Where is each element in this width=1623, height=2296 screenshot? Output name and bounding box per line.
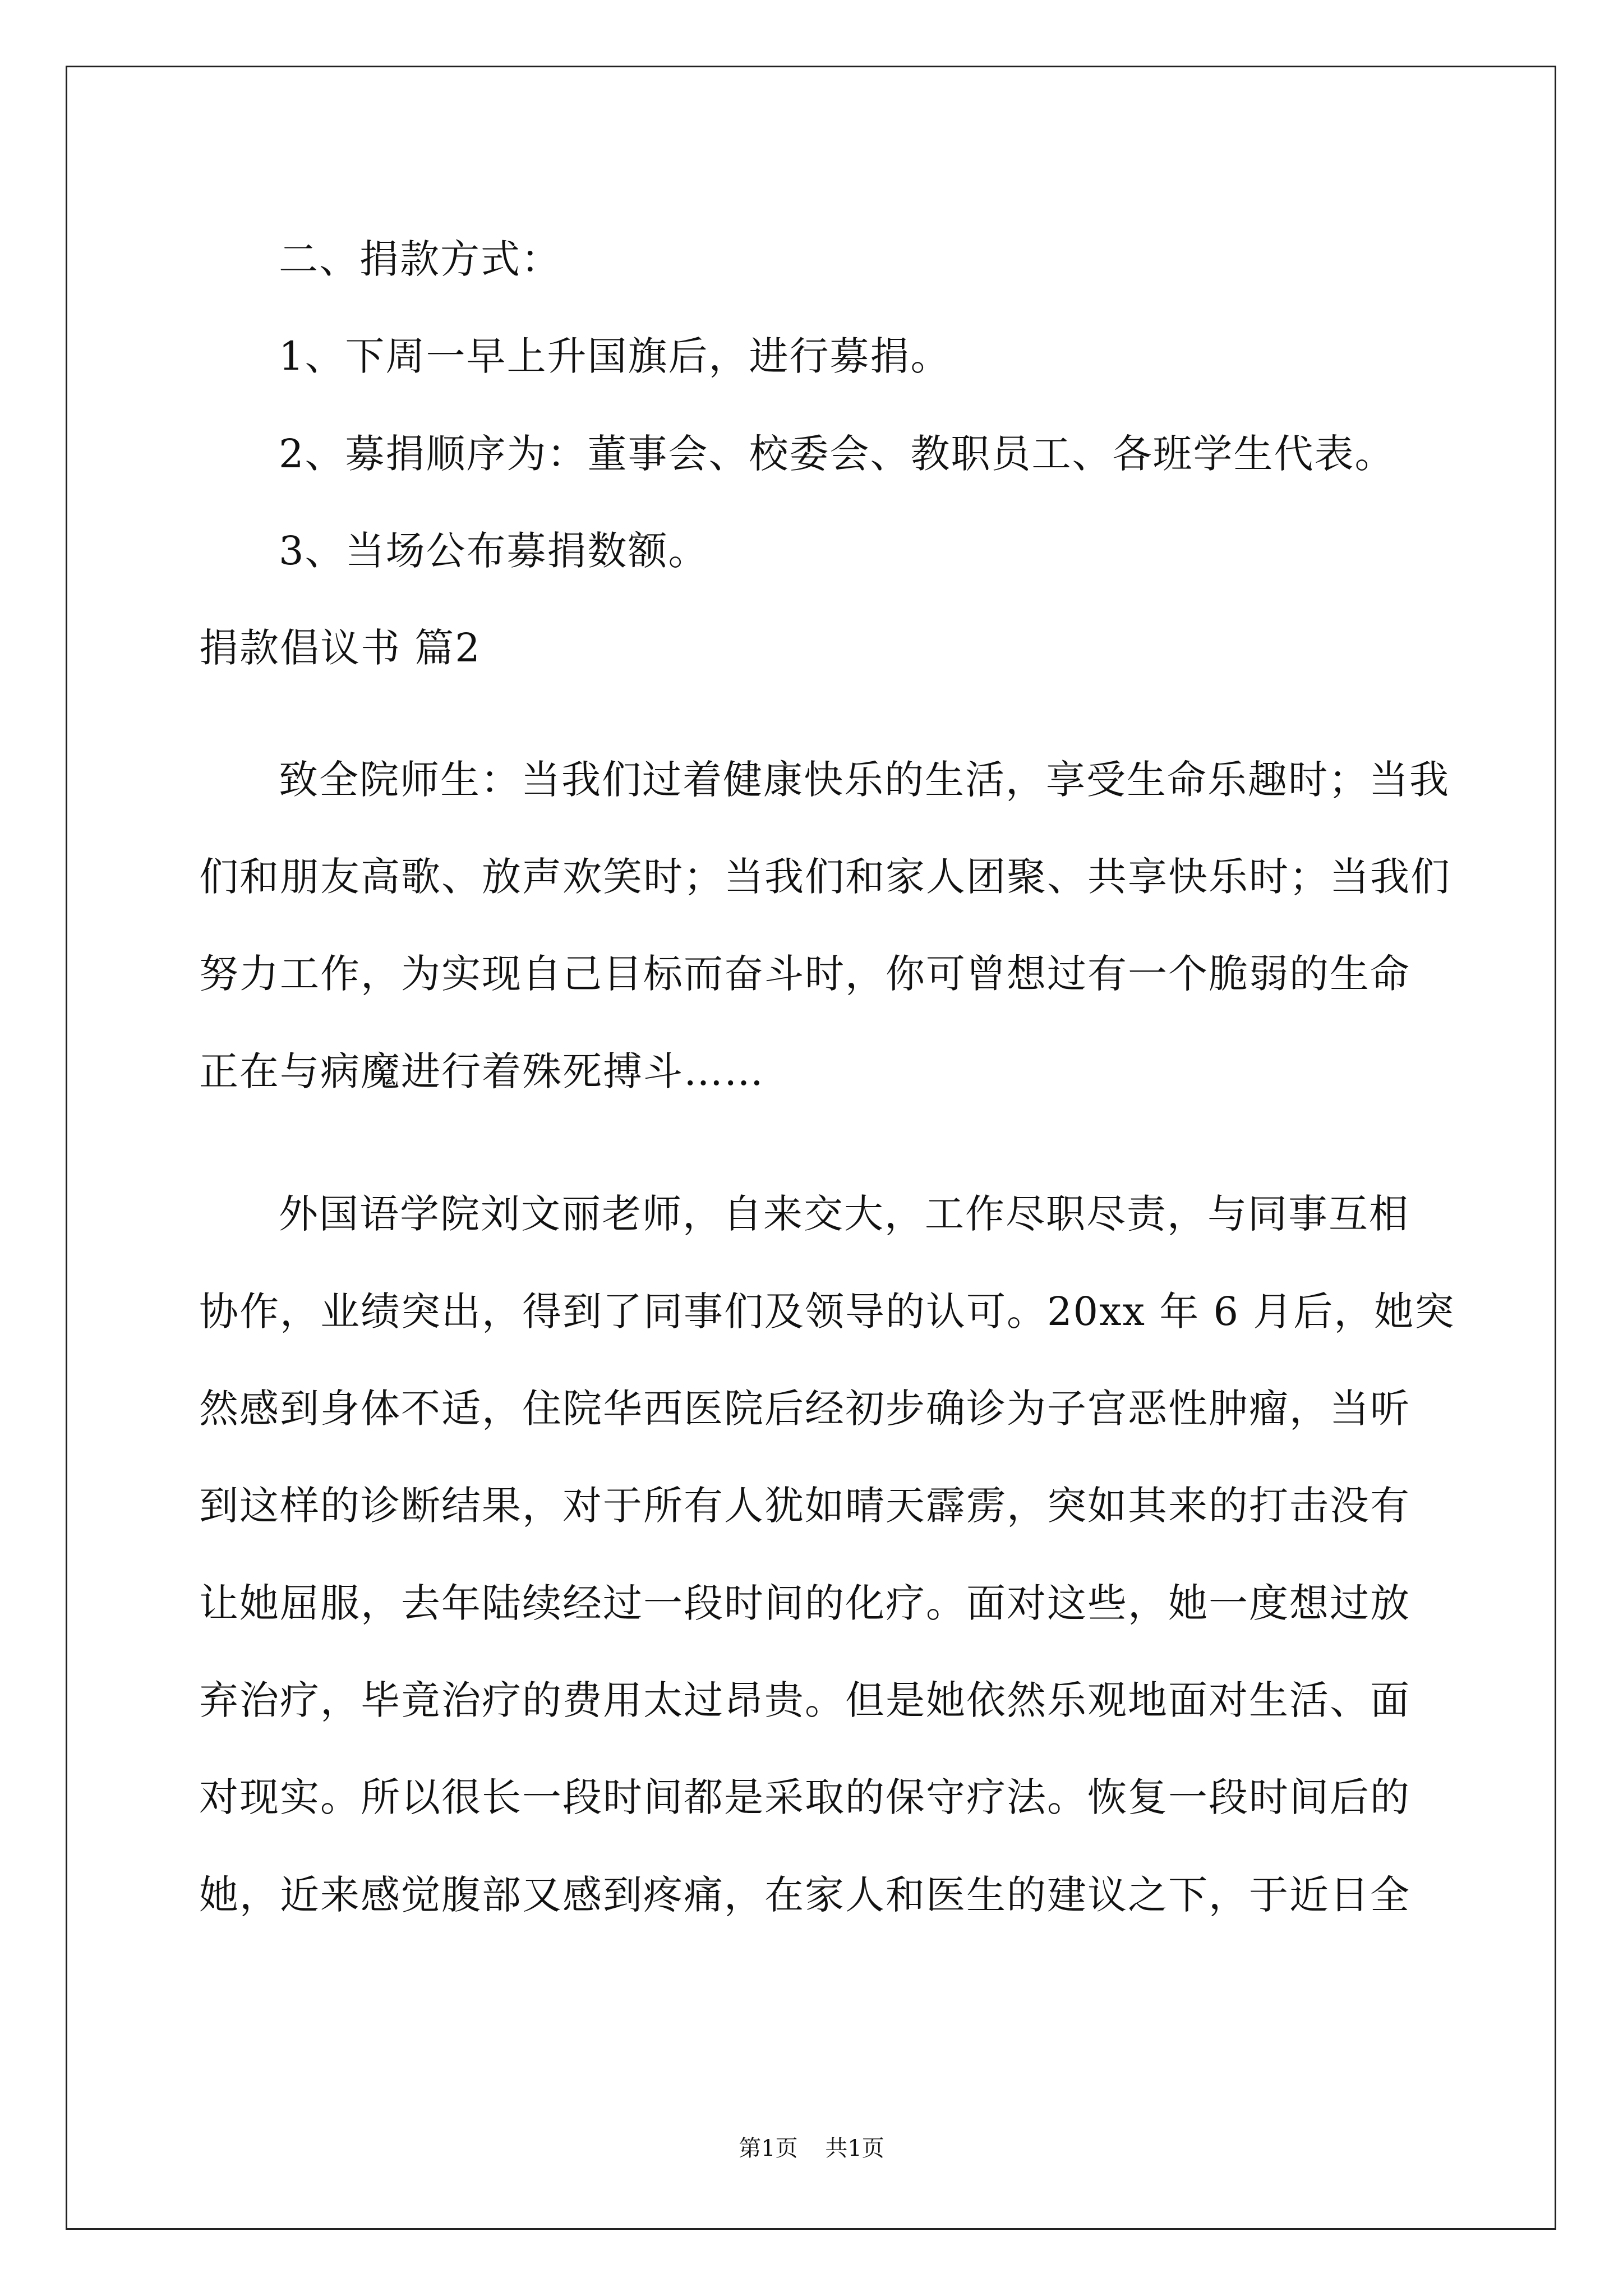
paragraph-line: 正在与病魔进行着殊死搏斗……: [199, 1048, 764, 1094]
paragraph-line: 让她屈服，去年陆续经过一段时间的化疗。面对这些，她一度想过放: [199, 1580, 1410, 1626]
list-item-1: 1、下周一早上升国旗后，进行募捐。: [279, 333, 951, 379]
paragraph-line: 努力工作，为实现自己目标而奋斗时，你可曾想过有一个脆弱的生命: [199, 951, 1410, 997]
article-title: 捐款倡议书 篇2: [199, 625, 481, 671]
paragraph-line: 然感到身体不适，住院华西医院后经初步确诊为子宫恶性肿瘤，当听: [199, 1386, 1410, 1432]
paragraph-line: 对现实。所以很长一段时间都是采取的保守疗法。恢复一段时间后的: [199, 1774, 1410, 1820]
page-total: 共1页: [825, 2136, 884, 2161]
paragraph-line: 她，近来感觉腹部又感到疼痛，在家人和医生的建议之下，于近日全: [199, 1872, 1410, 1918]
page-number: 第1页: [739, 2136, 798, 2161]
paragraph-line: 弃治疗，毕竟治疗的费用太过昂贵。但是她依然乐观地面对生活、面: [199, 1677, 1410, 1723]
paragraph-line: 协作，业绩突出，得到了同事们及领导的认可。20xx 年 6 月后，她突: [199, 1289, 1455, 1335]
list-item-2: 2、募捐顺序为：董事会、校委会、教职员工、各班学生代表。: [279, 431, 1395, 477]
paragraph-line: 到这样的诊断结果，对于所有人犹如晴天霹雳，突如其来的打击没有: [199, 1483, 1410, 1529]
page-footer: [0, 2134, 1623, 2162]
list-item-3: 3、当场公布募捐数额。: [279, 528, 709, 574]
paragraph-line: 致全院师生：当我们过着健康快乐的生活，享受生命乐趣时；当我: [279, 757, 1450, 803]
paragraph-line: 们和朋友高歌、放声欢笑时；当我们和家人团聚、共享快乐时；当我们: [199, 854, 1451, 900]
paragraph-line: 外国语学院刘文丽老师，自来交大，工作尽职尽责，与同事互相: [279, 1191, 1409, 1237]
section-heading-donation-method: 二、捐款方式：: [279, 236, 561, 282]
